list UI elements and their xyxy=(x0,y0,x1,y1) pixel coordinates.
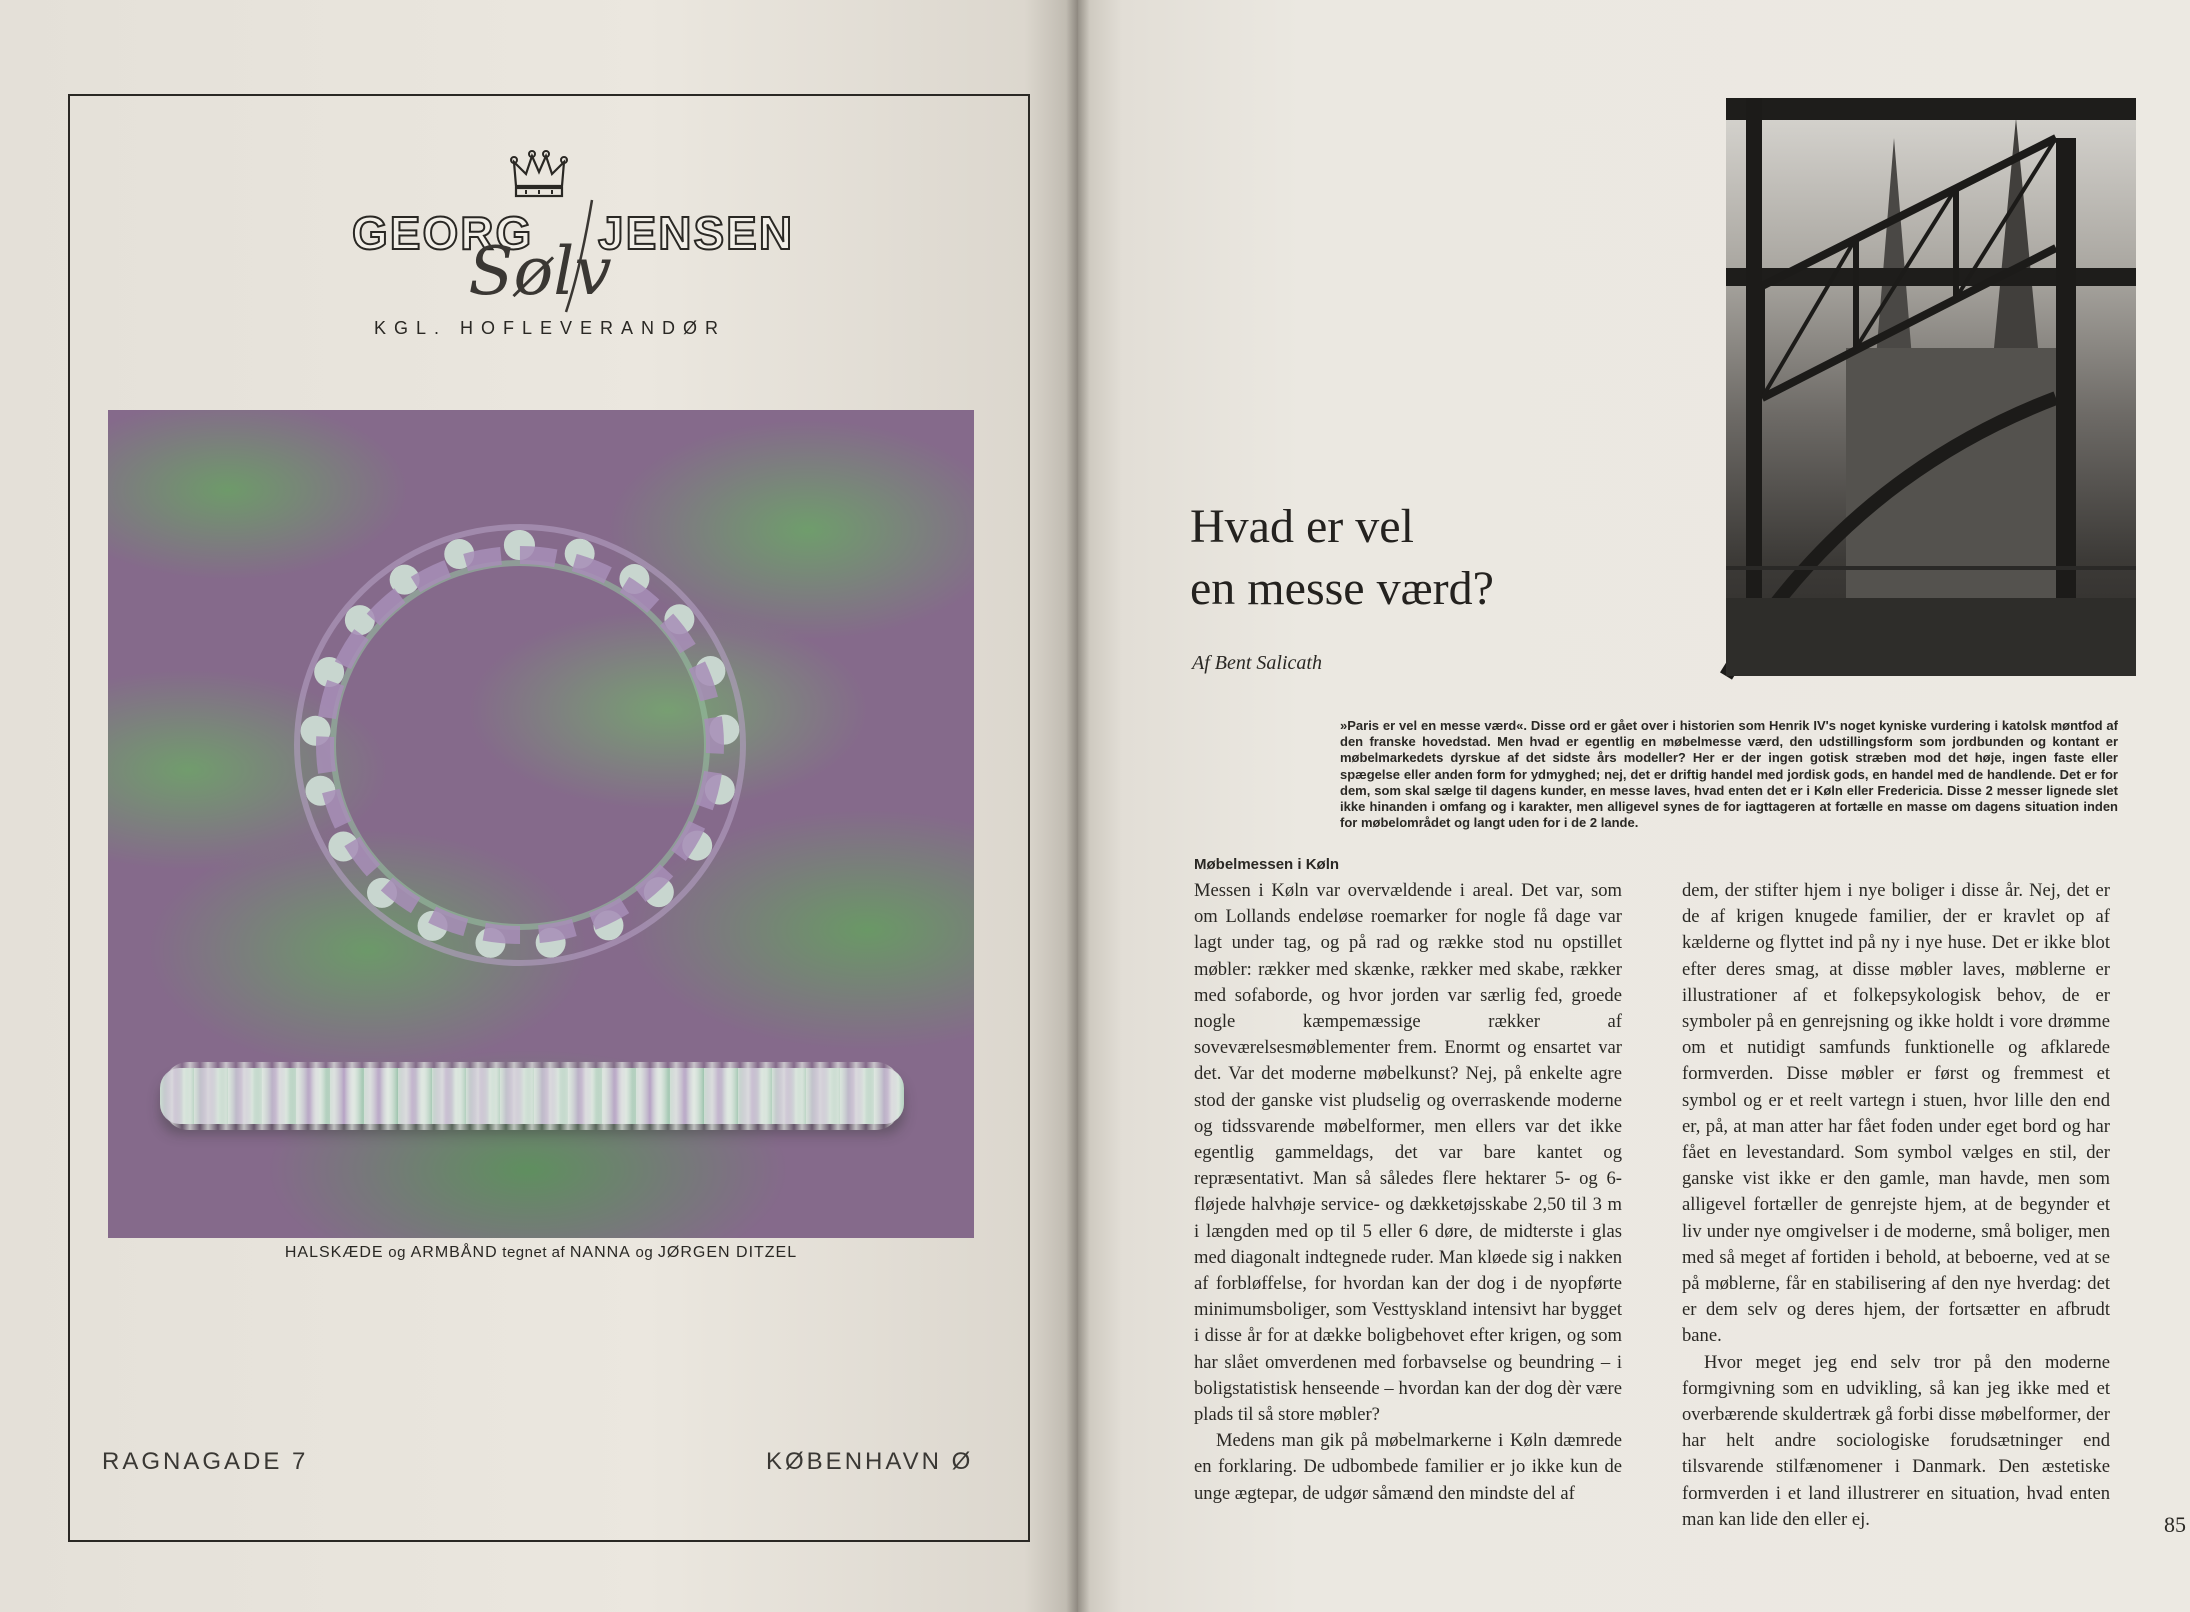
body-column-1 xyxy=(1194,878,1622,1508)
caption-og-1: og xyxy=(383,1244,411,1261)
cathedral-steel-frame-image xyxy=(1726,98,2136,676)
left-page-advertisement xyxy=(0,0,1078,1612)
body-paragraph: Medens man gik på møbelmarkerne i Køln dæmrede en forklaring. De udbombede familier er jo ikke kun de unge ægtepar, de udgør såmænd den mindste del af xyxy=(1194,1430,1622,1504)
caption-designer-jorgen: JØRGEN DITZEL xyxy=(657,1244,798,1261)
page-gutter xyxy=(1066,0,1090,1612)
body-paragraph: Messen i Køln var overvældende i areal. Det var, som om Lollands endeløse roemarker for nogle få dage var lagt under tag, og på rad og række stod nu opstillet møbler: rækker med skænke, rækker med skabe, rækker med sofaborde, og hvor jorden var særlig fed, groede nogle kæmpemæssige rækker af soveværelsesmøblementer frem. Enormt og ensartet var det. Var det moderne møbelkunst? Nej, på enkelte agre stod der ganske vist pludselig og overraskende moderne og tidssvarende møbelformer, men ellers var det ikke egentlig gammeldags, det var bare kantet og repræsentativt. Man så således flere hektarer 5- og 6-fløjede halvhøje service- og dækketøjsskabe 2,50 til 3 m i længden med op til 5 eller 6 døre, de midterste i glas med diagonalt indtegnede ruder. Man kløede sig i nakken af forbløffelse, for hvordan kan der dog i de nyopførte minimumsboliger, som Vesttyskland intensivt har bygget i disse år for at dække boligbehovet efter krigen, og som har slået omverdenen med forbavselse og beundring – i boligstatistisk henseende – hvordan kan der dog dèr være plads til så store møbler? xyxy=(1194,880,1622,1426)
caption-designer-nanna: NANNA xyxy=(569,1244,631,1261)
address-street: RAGNAGADE 7 xyxy=(102,1448,309,1475)
body-column-2 xyxy=(1682,878,2110,1530)
section-heading: Møbelmessen i Køln xyxy=(1194,856,1340,873)
body-paragraph: dem, der stifter hjem i nye boliger i disse år. Nej, det er de af krigen knugede familier, der er kravlet op af kælderne og flyttet ind på ny i nye huse. Det er ikke blot efter deres smag, at disse møbler laves, møblerne er illustrationer af et folkepsykologisk behov, de er symboler på en genrejsning og ikke holdt i vore drømme om et nutidigt samfunds funktionelle og afklarede formverden. Disse møbler er først og fremmest et symbol og er et reelt vartegn i stuen, hvor lille den end er, på, at man atter har fået foden under eget bord og har fået en levestandard. Som symbol vælges en stil, der ganske vist ikke er den gamle, man havde, men som alligevel fortæller de genrejste hjem, at de begynder et liv under nye omgivelser i de moderne, små boliger, men med så meget af fortiden i behold, at beboerne, ved at se på møblerne, får en stabilisering af den nye hverdag: det er dem selv og deres hjem, der fortsætter en afbrudt bane. xyxy=(1682,880,2110,1347)
address-city: KØBENHAVN Ø xyxy=(766,1448,974,1475)
brand-script-solv: Sølv xyxy=(468,233,612,310)
caption-bracelet: ARMBÅND xyxy=(410,1244,498,1261)
brand-name-jensen: JENSEN xyxy=(598,207,795,259)
article-title-line-1: Hvad er vel xyxy=(1190,500,1414,553)
article-title xyxy=(1190,496,1650,626)
necklace-links xyxy=(316,546,724,944)
cathedral-photo xyxy=(1726,98,2136,676)
article-title-line-2: en messe værd? xyxy=(1190,562,1494,615)
caption-og-2: og xyxy=(630,1244,658,1261)
caption-necklace: HALSKÆDE xyxy=(284,1244,384,1261)
photo-caption xyxy=(108,1244,974,1272)
page-number: 85 xyxy=(2164,1512,2186,1537)
crown-icon xyxy=(510,146,568,202)
caption-designed-by: tegnet af xyxy=(497,1244,570,1261)
brand-name-georg: GEORG xyxy=(352,207,534,259)
royal-warrant-tagline: KGL. HOFLEVERANDØR xyxy=(373,318,727,338)
body-paragraph: Hvor meget jeg end selv tror på den moderne formgivning som en udvikling, så kan jeg ikke med et overbærende skuldertræk gå forbi disse møbelformer, der har helt andre sociologiske forudsætninger end tilsvarende stilfænomener i Danmark. Den æstetiske formverden i et land illustrerer en situation, hvad enten man kan lide den eller ej. xyxy=(1682,1351,2110,1530)
article-byline: Af Bent Salicath xyxy=(1192,652,1322,674)
article-lead-paragraph: »Paris er vel en messe værd«. Disse ord er gået over i historien som Henrik IV's noget kyniske vurdering i katolsk møntfod af den franske hovedstad. Men hvad er egentlig en møbelmesse værd, den udstillingsform som jordbunden og kontant er møbelmarkedets dyrskue af det sidste års modeller? Her er der ingen gotisk stræben mod det høje, ingen faste eller spægelse eller anden form for ydmyghed; nej, det er driftig handel med jordisk gods, en handel med de handlende. Det er for dem, som skal sælge til dagens kunder, en messe laves, hvad enten det er i Køln eller Fredericia. Disse 2 messer lignede slet ikke hinanden i omfang og i karakter, men alligevel synes de for iagttageren at fortælle en masse om dagens situation inden for møbelområdet og langt uden for i de 2 lande. xyxy=(1340,718,2118,831)
bracelet-links xyxy=(164,1062,900,1130)
